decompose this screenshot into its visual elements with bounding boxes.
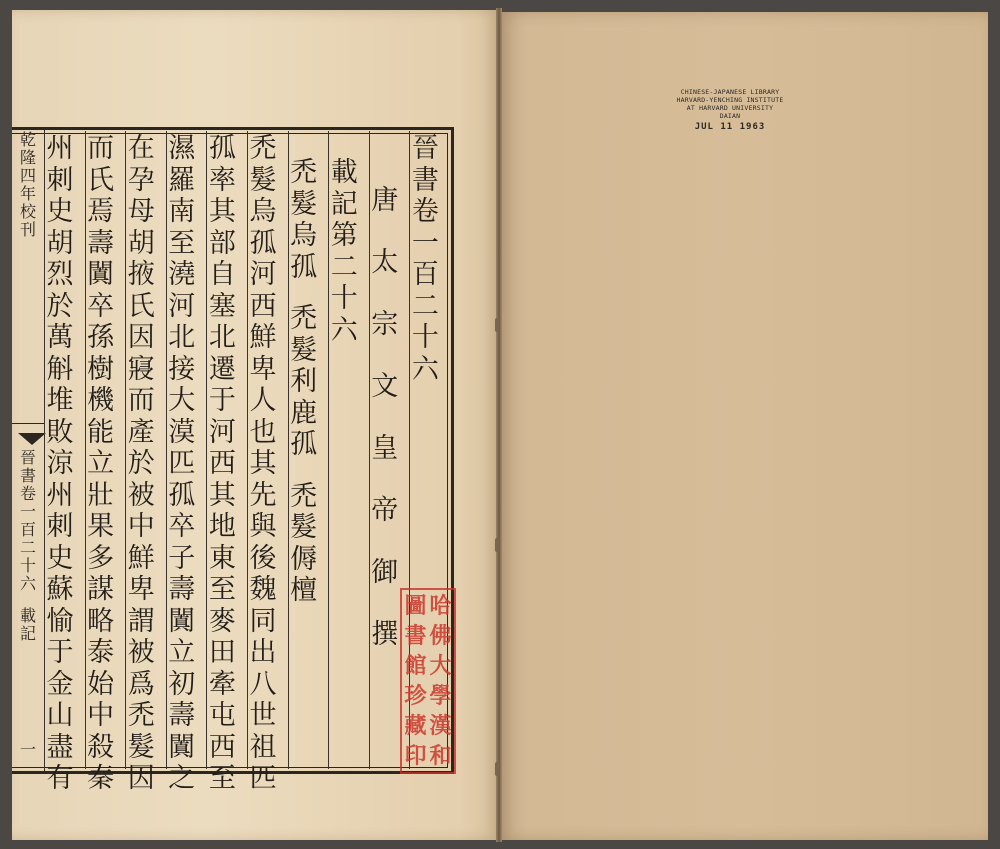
text-column: 禿 髮 烏 孤 河 西 鮮 卑 人 也 其 先 與 後 魏 同 出 八 世 祖 匹 bbox=[249, 133, 277, 794]
banxin-folio: 一 bbox=[19, 740, 36, 759]
column-rule bbox=[288, 131, 289, 769]
right-page bbox=[500, 12, 988, 840]
text-column: 禿 髮 烏 孤 禿 髮 利 鹿 孤 禿 髮 傉 檀 bbox=[290, 157, 318, 606]
banxin-volume: 晉 書 卷 一 百 二 十 六 bbox=[19, 448, 36, 593]
fishtail-mark-icon bbox=[18, 433, 46, 445]
text-column: 載 記 第 二 十 六 bbox=[330, 157, 358, 346]
text-column: 在 孕 母 胡 掖 氏 因 寢 而 產 於 被 中 鮮 卑 謂 被 爲 禿 髮 因 bbox=[127, 133, 155, 794]
column-rule bbox=[328, 131, 329, 769]
text-column: 唐 太 宗 文 皇 帝 御 撰 bbox=[371, 185, 399, 650]
stamp-line: DAIAN bbox=[719, 112, 741, 120]
banxin-rule bbox=[12, 423, 44, 424]
seal-column-2: 圖 書 館 珍 藏 印 bbox=[404, 593, 427, 769]
text-column: 晉 書 卷 一 百 二 十 六 bbox=[411, 133, 439, 385]
book-gutter bbox=[496, 8, 502, 842]
column-rule bbox=[247, 131, 248, 769]
text-column: 孤 率 其 部 自 塞 北 遷 于 河 西 其 地 東 至 麥 田 牽 屯 西 至 bbox=[208, 133, 236, 794]
library-seal bbox=[400, 588, 456, 774]
binding-stitch bbox=[495, 762, 499, 776]
banxin-section: 載 記 bbox=[19, 606, 36, 643]
text-column: 濕 羅 南 至 澆 河 北 接 大 漠 匹 孤 卒 子 壽 闐 立 初 壽 闐 之 bbox=[168, 133, 196, 794]
column-rule bbox=[125, 131, 126, 769]
banxin-edition: 乾 隆 四 年 校 刊 bbox=[19, 130, 36, 239]
seal-column-1: 哈 佛 大 學 漢 和 bbox=[429, 593, 452, 769]
stamp-line: AT HARVARD UNIVERSITY bbox=[686, 104, 774, 112]
stamp-line: CHINESE-JAPANESE LIBRARY bbox=[680, 88, 780, 96]
column-rule bbox=[166, 131, 167, 769]
stamp-date: JUL 11 1963 bbox=[694, 122, 766, 132]
column-rule bbox=[206, 131, 207, 769]
column-rule bbox=[85, 131, 86, 769]
binding-stitch bbox=[495, 318, 499, 332]
column-rule bbox=[369, 131, 370, 769]
banxin-fold-strip bbox=[12, 127, 45, 774]
text-column: 州 刺 史 胡 烈 於 萬 斛 堆 敗 涼 州 刺 史 蘇 愉 于 金 山 盡 有 bbox=[46, 133, 74, 794]
library-accession-stamp bbox=[668, 88, 792, 133]
text-column: 而 氏 焉 壽 闐 卒 孫 樹 機 能 立 壯 果 多 謀 略 泰 始 中 殺 秦 bbox=[87, 133, 115, 794]
column-rule bbox=[44, 131, 45, 769]
binding-stitch bbox=[495, 538, 499, 552]
stamp-line: HARVARD-YENCHING INSTITUTE bbox=[676, 96, 784, 104]
